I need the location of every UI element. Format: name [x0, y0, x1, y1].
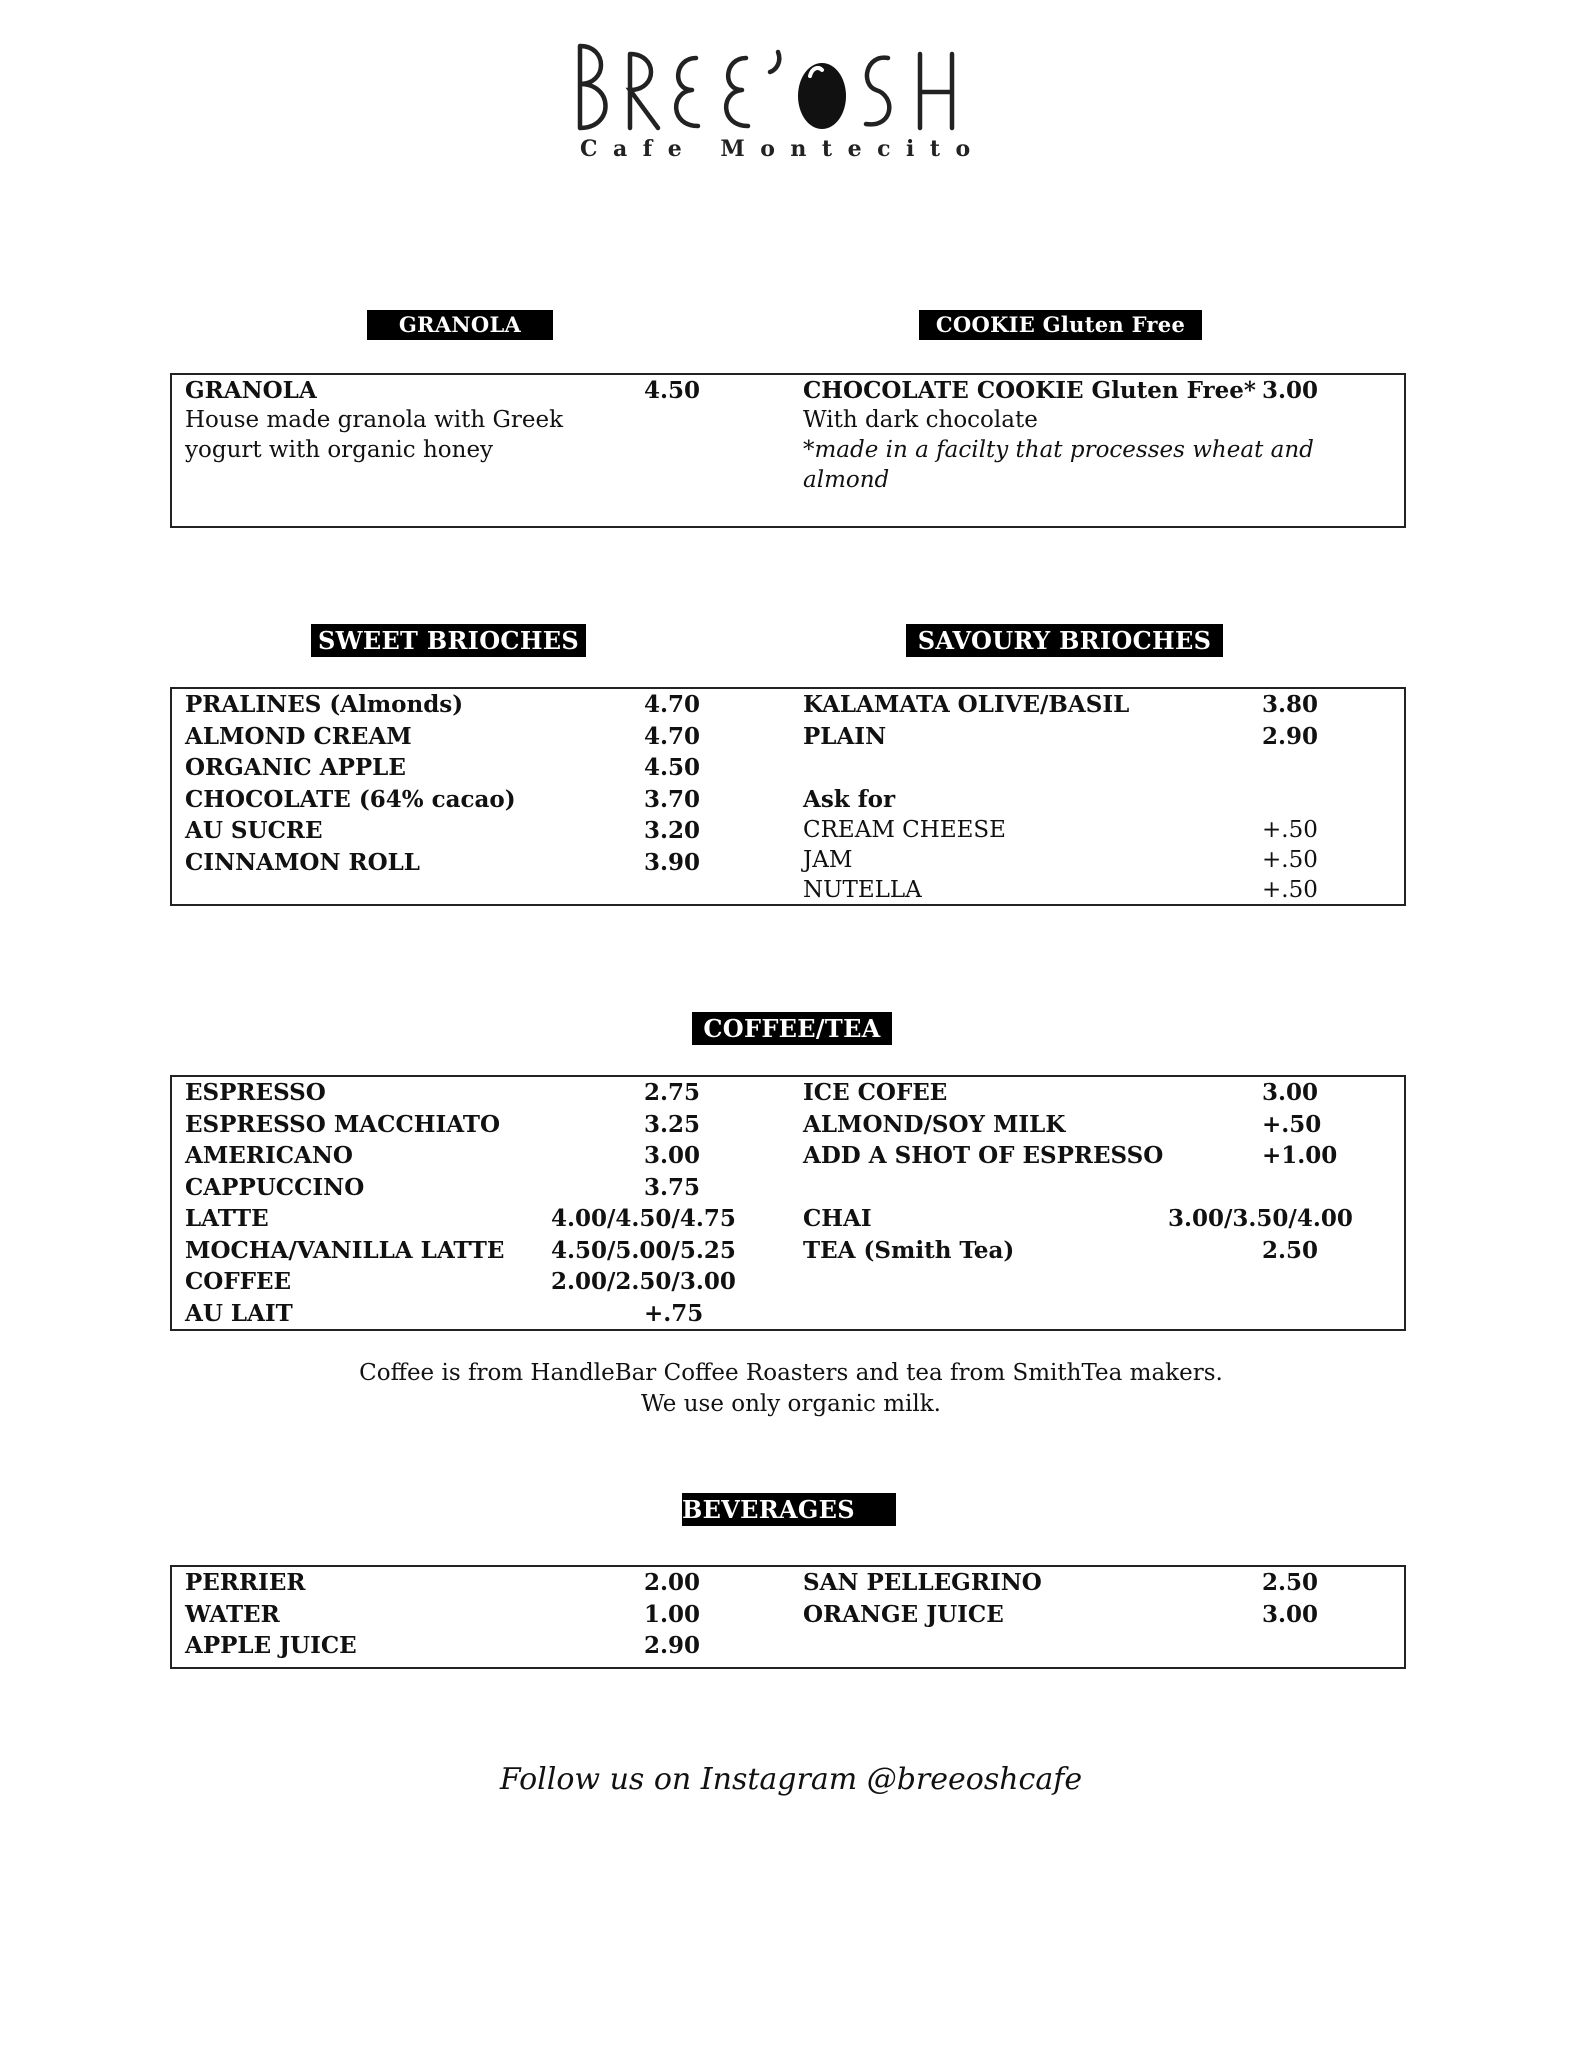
cookie-note: almond [803, 467, 890, 493]
menu-item-name: WATER [185, 1601, 280, 1628]
menu-item-price: 2.75 [644, 1079, 701, 1106]
menu-item-price: 3.00/3.50/4.00 [1168, 1205, 1353, 1232]
instagram-footer: Follow us on Instagram @breeoshcafe [499, 1762, 1083, 1797]
menu-item-price: 3.20 [644, 817, 701, 844]
menu-item-name: PRALINES (Almonds) [185, 691, 464, 718]
menu-item-name: CINNAMON ROLL [185, 849, 420, 876]
menu-item-price: 2.50 [1262, 1237, 1319, 1264]
menu-item-price: 3.00 [644, 1142, 701, 1169]
menu-item-price: 4.50 [644, 754, 701, 781]
menu-item-price: +.50 [1262, 1111, 1322, 1138]
menu-item-price: 3.70 [644, 786, 701, 813]
cookie-name: CHOCOLATE COOKIE Gluten Free* [803, 377, 1256, 404]
menu-item-name: ALMOND/SOY MILK [803, 1111, 1066, 1138]
menu-item-price: 2.90 [644, 1632, 701, 1659]
coffee-tea-box [170, 1075, 1406, 1331]
menu-item-name: CHAI [803, 1205, 872, 1232]
menu-item-price: 3.75 [644, 1174, 701, 1201]
granola-name: GRANOLA [185, 377, 317, 404]
menu-item-price: 2.50 [1262, 1569, 1319, 1596]
coffee-source-note: Coffee is from HandleBar Coffee Roasters and tea from SmithTea makers. [359, 1360, 1223, 1386]
granola-desc: House made granola with Greek [185, 407, 564, 433]
sweet-brioches-header: SWEET BRIOCHES [311, 624, 586, 657]
menu-item-price: 3.90 [644, 849, 701, 876]
menu-item-price: 3.80 [1262, 691, 1319, 718]
menu-item-name: MOCHA/VANILLA LATTE [185, 1237, 505, 1264]
granola-header: GRANOLA [367, 310, 553, 340]
addon-name: CREAM CHEESE [803, 817, 1006, 843]
menu-item-name: CAPPUCCINO [185, 1174, 365, 1201]
menu-item-name: AU LAIT [185, 1300, 293, 1327]
beverages-header: BEVERAGES [682, 1493, 896, 1526]
menu-item-name: CHOCOLATE (64% cacao) [185, 786, 516, 813]
menu-item-name: KALAMATA OLIVE/BASIL [803, 691, 1130, 718]
beverages-box [170, 1565, 1406, 1669]
cookie-header: COOKIE Gluten Free [919, 310, 1202, 340]
addon-name: NUTELLA [803, 877, 922, 903]
menu-item-price: 3.00 [1262, 1601, 1319, 1628]
addon-name: JAM [803, 847, 853, 873]
cookie-note: *made in a facilty that processes wheat and [803, 437, 1314, 463]
menu-item-name: ALMOND CREAM [185, 723, 412, 750]
menu-item-name: AU SUCRE [185, 817, 323, 844]
menu-item-price: 4.50/5.00/5.25 [551, 1237, 736, 1264]
menu-item-price: 1.00 [644, 1601, 701, 1628]
menu-item-price: 3.00 [1262, 1079, 1319, 1106]
cookie-desc: With dark chocolate [803, 407, 1038, 433]
menu-item-price: 2.90 [1262, 723, 1319, 750]
granola-cookie-box [170, 373, 1406, 528]
menu-item-price: 4.00/4.50/4.75 [551, 1205, 736, 1232]
menu-item-name: APPLE JUICE [185, 1632, 357, 1659]
cookie-price: 3.00 [1262, 377, 1319, 404]
menu-item-price: +1.00 [1262, 1142, 1338, 1169]
brioches-box [170, 687, 1406, 906]
menu-item-price: 2.00/2.50/3.00 [551, 1268, 736, 1295]
menu-item-name: ICE COFEE [803, 1079, 948, 1106]
menu-item-name: ADD A SHOT OF ESPRESSO [803, 1142, 1164, 1169]
menu-item-name: ORANGE JUICE [803, 1601, 1004, 1628]
menu-item-name: COFFEE [185, 1268, 292, 1295]
addon-price: +.50 [1262, 817, 1318, 843]
menu-item-price: 3.25 [644, 1111, 701, 1138]
menu-item-name: AMERICANO [185, 1142, 353, 1169]
addon-price: +.50 [1262, 847, 1318, 873]
menu-item-name: ORGANIC APPLE [185, 754, 406, 781]
menu-item-name: LATTE [185, 1205, 269, 1232]
menu-item-name: PLAIN [803, 723, 887, 750]
menu-item-name: ESPRESSO [185, 1079, 326, 1106]
menu-item-price: 2.00 [644, 1569, 701, 1596]
menu-item-price: 4.70 [644, 723, 701, 750]
menu-item-name: SAN PELLEGRINO [803, 1569, 1042, 1596]
ask-for-label: Ask for [803, 786, 896, 813]
menu-item-name: ESPRESSO MACCHIATO [185, 1111, 500, 1138]
addon-price: +.50 [1262, 877, 1318, 903]
egg-icon [798, 63, 846, 129]
organic-milk-note: We use only organic milk. [641, 1391, 941, 1417]
menu-item-price: +.75 [644, 1300, 704, 1327]
menu-item-name: PERRIER [185, 1569, 306, 1596]
logo-tagline: Cafe Montecito [580, 136, 986, 162]
savoury-brioches-header: SAVOURY BRIOCHES [906, 624, 1223, 657]
granola-price: 4.50 [644, 377, 701, 404]
granola-desc: yogurt with organic honey [185, 437, 494, 463]
coffee-tea-header: COFFEE/TEA [692, 1012, 892, 1045]
menu-item-name: TEA (Smith Tea) [803, 1237, 1015, 1264]
menu-item-price: 4.70 [644, 691, 701, 718]
